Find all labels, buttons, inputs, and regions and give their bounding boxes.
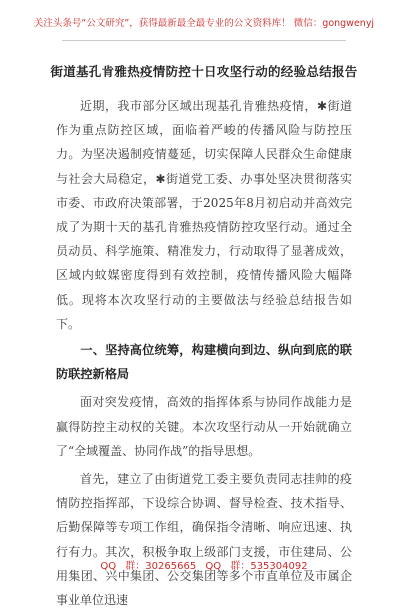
body-paragraph: 首先，建立了由街道党工委主要负责同志挂帅的疫情防控指挥部，下设综合协调、督导检查、技术指导、后勤保障等专项工作组，确保指令清晰、响应迅速、执行有力。其次，积极争取上级部门支援，市住建局、公用集团、兴中集团、公交集团等多个市直单位及市属企事业单位迅速	[56, 472, 352, 608]
footer-qq-group-1: QQ 群：30265665	[100, 561, 197, 572]
footer-qq-group-2: QQ 群：535304092	[205, 561, 308, 572]
footer-contact	[0, 561, 408, 573]
header-divider	[62, 40, 346, 41]
document-body	[56, 94, 352, 612]
header-promo-text: 关注头条号“公文研究”，获得最新最全最专业的公文资料库！ 微信：gongwenyj	[33, 18, 375, 29]
body-paragraph: 近期，我市部分区域出现基孔肯雅热疫情，✱街道作为重点防控区域，面临着严峻的传播风险与防控压力。为坚决遏制疫情蔓延，切实保障人民群众生命健康与社会大局稳定，✱街道党工委、办事处坚决贯彻落实市委、市政府决策部署，于2025年8月初启动并高效完成了为期十天的基孔肯雅热疫情防控攻坚行动。通过全员动员、科学施策、精准发力，行动取得了显著成效，区域内蚊媒密度得到有效控制，疫情传播风险大幅降低。现将本次攻坚行动的主要做法与经验总结报告如下。	[56, 99, 352, 331]
section-heading: 一、坚持高位统筹，构建横向到边、纵向到底的联防联控新格局	[56, 343, 352, 382]
document-title: 街道基孔肯雅热疫情防控十日攻坚行动的经验总结报告	[50, 64, 358, 79]
body-paragraph: 面对突发疫情，高效的指挥体系与协同作战能力是赢得防控主动权的关键。本次攻坚行动从一开始就确立了“全域覆盖、协同作战”的指导思想。	[56, 395, 352, 458]
